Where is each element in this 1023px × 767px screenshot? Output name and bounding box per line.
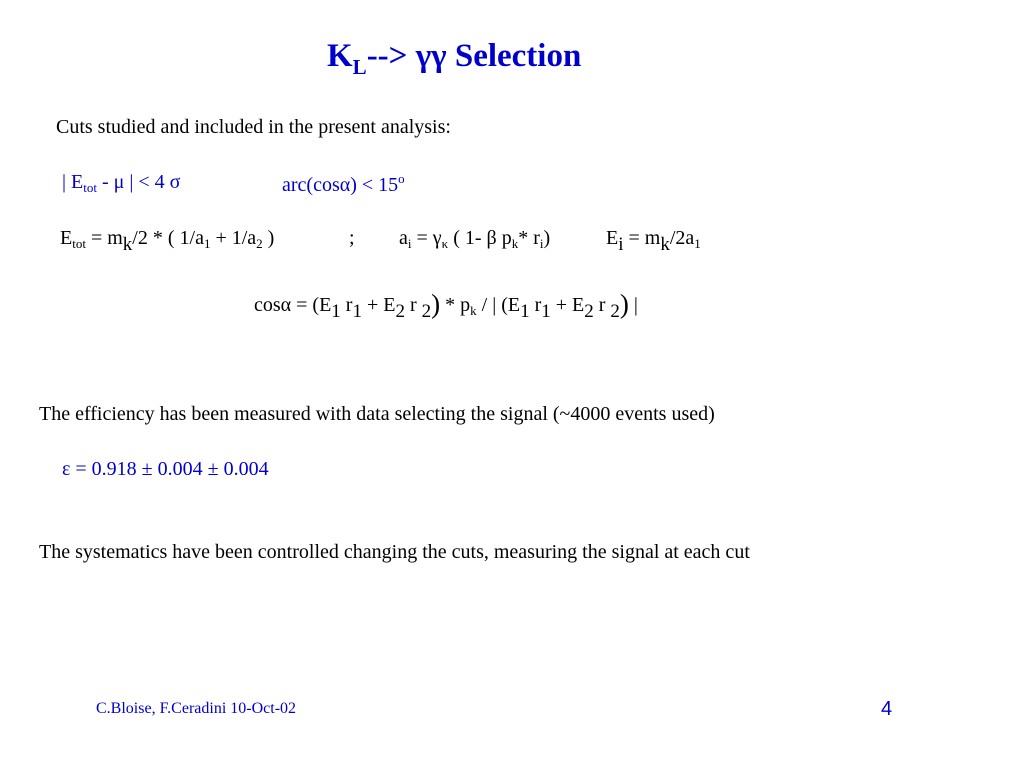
formula-ei: $Ei = mk/2a_1$ (606, 227, 701, 255)
title-k: K (327, 38, 353, 74)
title-subscript: L (352, 55, 367, 79)
systematics-text: The systematics have been controlled changing the cuts, measuring the signal at each cut (39, 541, 750, 563)
formula-cos-alpha: cosα = (E1 r1 + E2 r $2) * p_k$ / | (E1 r1 + E2 r 2) | (254, 289, 638, 322)
intro-text: Cuts studied and included in the present analysis: (56, 116, 451, 138)
formula-etot: $E_{tot} = mk/2$ * ( $1/a_1 + 1/a_2$ ) (60, 227, 275, 255)
cut-angle: $arc(\cos\alpha) < 15^o$ (282, 171, 405, 196)
formula-ai: $a_i = \gamma_\kappa$ ( 1- β $p_k*$ $r_i$) (399, 227, 551, 251)
title-rest: --> γγ Selection (366, 38, 582, 74)
efficiency-value: ε = 0.918 ± 0.004 ± 0.004 (62, 458, 269, 480)
efficiency-text: The efficiency has been measured with data selecting the signal (~4000 events used) (39, 403, 715, 425)
cut-energy: | $E_{tot}$ - μ | < 4 σ (62, 171, 181, 195)
formula-separator: ; (349, 227, 355, 249)
page-number: 4 (881, 698, 893, 720)
footer-authors: C.Bloise, F.Ceradini 10-Oct-02 (96, 700, 297, 717)
